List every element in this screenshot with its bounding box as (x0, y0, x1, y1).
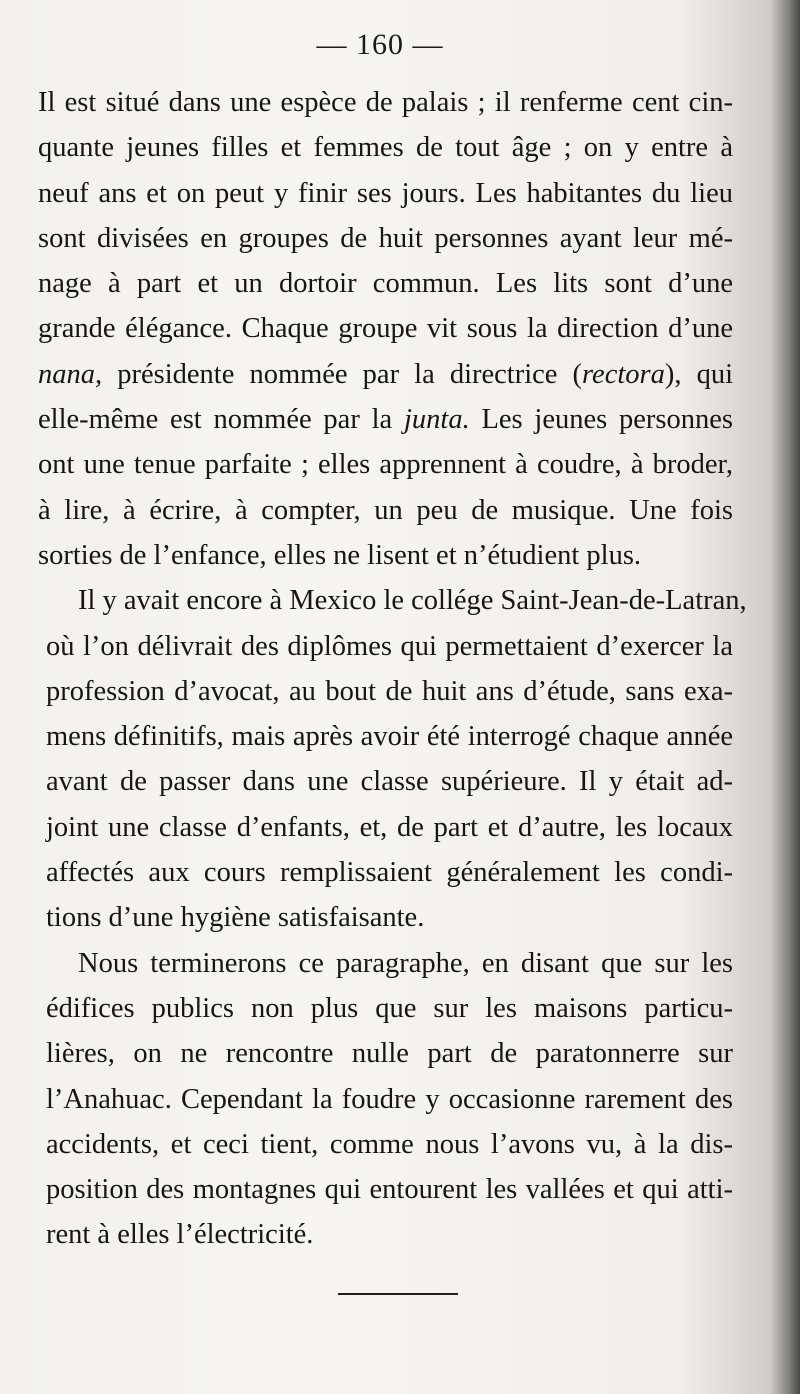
text-line: Il y avait encore à Mexico le collége Saint-Jean-de-Latran, (78, 585, 747, 617)
text-line: elle-même est nommée par la junta. Les jeunes personnes (38, 404, 734, 436)
text-line: édifices publics non plus que sur les maisons particu- (46, 992, 733, 1024)
text-line: grande élégance. Chaque groupe vit sous la direction d’une (38, 313, 733, 345)
text-line: neuf ans et on peut y finir ses jours. Les habitantes du lieu (38, 177, 733, 209)
paragraph-2 (38, 578, 747, 940)
text-line: à lire, à écrire, à compter, un peu de musique. Une fois (38, 494, 733, 526)
text-line: Nous terminerons ce paragraphe, en disant que sur les (78, 947, 733, 979)
text-line: quante jeunes filles et femmes de tout âge ; on y entre à (38, 132, 733, 164)
text-line: l’Anahuac. Cependant la foudre y occasionne rarement des (46, 1083, 733, 1115)
italic-term: nana, (38, 358, 103, 390)
text-line: mens définitifs, mais après avoir été interrogé chaque année (46, 721, 733, 753)
text-line: où l’on délivrait des diplômes qui permettaient d’exercer la (46, 630, 733, 662)
closing-rule (338, 1293, 458, 1295)
body-text (38, 80, 747, 1258)
text-line: tions d’une hygiène satisfaisante. (46, 902, 425, 934)
text-line: ont une tenue parfaite ; elles apprennent à coudre, à broder, (38, 449, 733, 481)
paragraph-3 (38, 941, 733, 1258)
text-line: avant de passer dans une classe supérieure. Il y était ad- (46, 766, 733, 798)
text-line: lières, on ne rencontre nulle part de paratonnerre sur (46, 1038, 733, 1070)
binding-shadow (772, 0, 800, 1394)
text-line: Il est situé dans une espèce de palais ; il renferme cent cin- (38, 87, 733, 118)
text-line: nage à part et un dortoir commun. Les lits sont d’une (38, 268, 733, 300)
text-line: rent à elles l’électricité. (46, 1219, 314, 1251)
text-line: profession d’avocat, au bout de huit ans d’étude, sans exa- (46, 675, 733, 707)
text-line: position des montagnes qui entourent les vallées et qui atti- (46, 1174, 733, 1206)
text-line: joint une classe d’enfants, et, de part et d’autre, les locaux (46, 811, 733, 843)
italic-term: rectora (582, 358, 665, 390)
page-number: — 160 — (316, 28, 444, 61)
paragraph-1 (38, 80, 733, 578)
text-line: affectés aux cours remplissaient généralement les condi- (46, 857, 733, 889)
text-line: accidents, et ceci tient, comme nous l’avons vu, à la dis- (46, 1128, 733, 1160)
text-line: nana, présidente nommée par la directrice (rectora), qui (38, 358, 733, 390)
italic-term: junta. (403, 404, 470, 436)
text-line: sorties de l’enfance, elles ne lisent et n’étudient plus. (38, 539, 642, 571)
text-line: sont divisées en groupes de huit personnes ayant leur mé- (38, 222, 733, 254)
